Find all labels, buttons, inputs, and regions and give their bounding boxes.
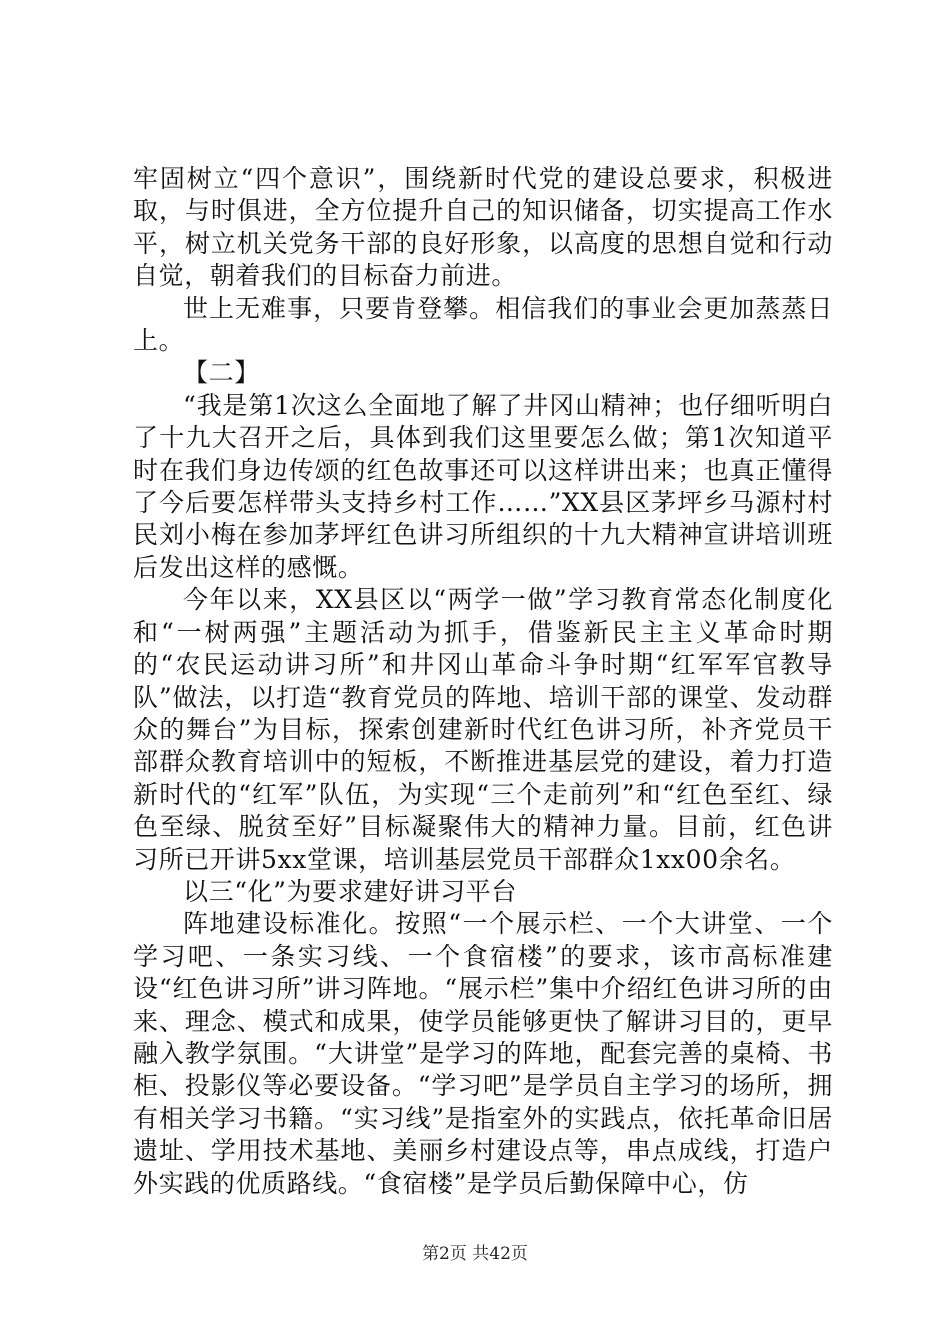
section-marker: 【二】: [183, 358, 260, 388]
page-number-footer: 第2页 共42页: [422, 1244, 528, 1264]
paragraph-standardization: 阵地建设标准化。按照“一个展示栏、一个大讲堂、一个学习吧、一条实习线、一个食宿楼”的要求，该市高标准建设“红色讲习所”讲习阵地。“展示栏”集中介绍红色讲习所的由来、理念、模式和成果，使学员能够更快了解讲习目的，更早融入教学氛围。“大讲堂”是学习的阵地，配套完善的桌椅、书柜、投影仪等必要设备。“学习吧”是学员自主学习的场所，拥有相关学习书籍。“实习线”是指室外的实践点，依托革命旧居遗址、学用技术基地、美丽乡村建设点等，串点成线，打造户外实践的优质路线。“食宿楼”是学员后勤保障中心，仿: [133, 909, 833, 1198]
paragraph-quote: “我是第1次这么全面地了解了井冈山精神；也仔细听明白了十九大召开之后，具体到我们这里要怎么做；第1次知道平时在我们身边传颂的红色故事还可以这样讲出来；也真正懂得了今后要怎样带头支持乡村工作……”XX县区茅坪乡马源村村民刘小梅在参加茅坪红色讲习所组织的十九大精神宣讲培训班后发出这样的感慨。: [133, 390, 833, 582]
document-body: [133, 163, 833, 1200]
section-heading: 以三“化”为要求建好讲习平台: [183, 876, 517, 906]
paragraph-motto: 世上无难事，只要肯登攀。相信我们的事业会更加蒸蒸日上。: [133, 293, 833, 356]
paragraph-continuation: 牢固树立“四个意识”，围绕新时代党的建设总要求，积极进取，与时俱进，全方位提升自己的知识储备，切实提高工作水平，树立机关党务干部的良好形象，以高度的思想自觉和行动自觉，朝着我们的目标奋力前进。: [133, 164, 833, 291]
paragraph-overview: 今年以来，XX县区以“两学一做”学习教育常态化制度化和“一树两强”主题活动为抓手，借鉴新民主主义革命时期的“农民运动讲习所”和井冈山革命斗争时期“红军军官教导队”做法，以打造“教育党员的阵地、培训干部的课堂、发动群众的舞台”为目标，探索创建新时代红色讲习所，补齐党员干部群众教育培训中的短板，不断推进基层党的建设，着力打造新时代的“红军”队伍，为实现“三个走前列”和“红色至红、绿色至绿、脱贫至好”目标凝聚伟大的精神力量。目前，红色讲习所已开讲5xx堂课，培训基层党员干部群众1xx00余名。: [133, 585, 833, 874]
